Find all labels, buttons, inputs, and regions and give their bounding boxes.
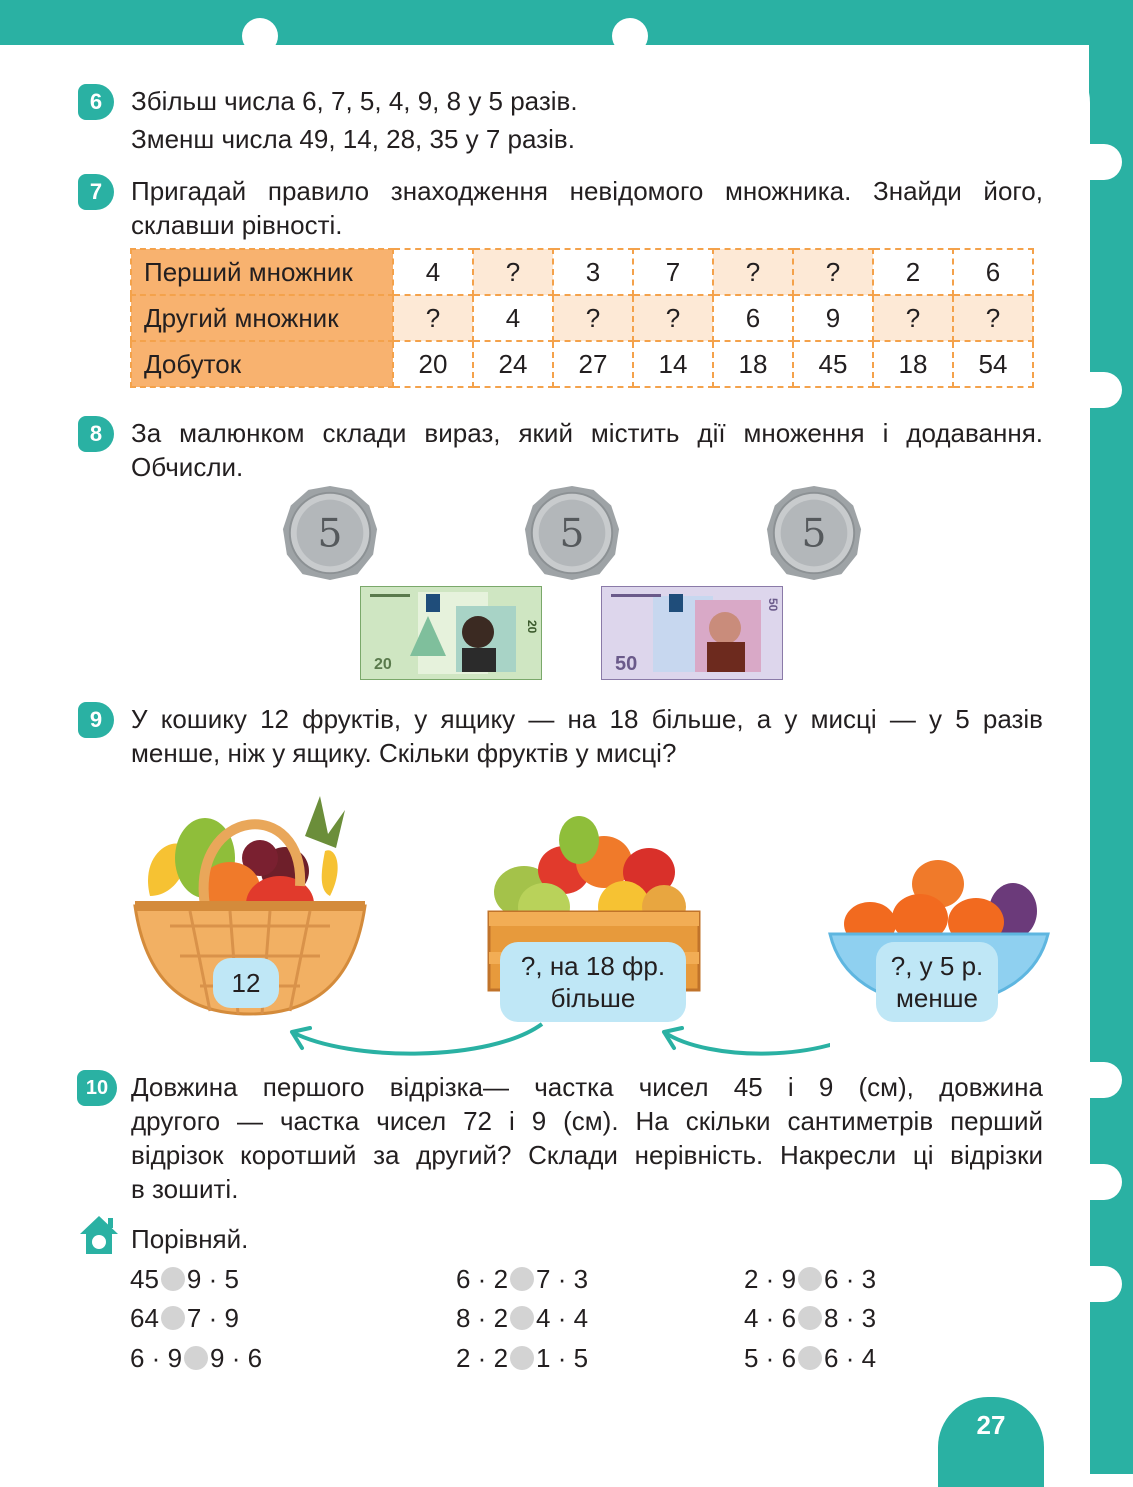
exercise-number-9: 9 <box>78 702 114 738</box>
table-cell: 9 <box>793 295 873 341</box>
row-label: Добуток <box>131 341 393 387</box>
comparison-item <box>130 1264 239 1294</box>
row-label: Другий множник <box>131 295 393 341</box>
banknote-value: 50 <box>766 598 780 612</box>
table-cell: ? <box>473 249 553 295</box>
page-number: 27 <box>938 1397 1044 1487</box>
table-cell: 3 <box>553 249 633 295</box>
binder-tab <box>1072 144 1122 180</box>
table-cell: 4 <box>393 249 473 295</box>
table-cell: 2 <box>873 249 953 295</box>
comparison-circle[interactable] <box>184 1346 208 1370</box>
comparison-right: 4 · 4 <box>536 1303 589 1333</box>
bowl-label-line-2: менше <box>895 983 978 1013</box>
comparison-item <box>744 1303 876 1333</box>
comparison-item <box>456 1343 588 1373</box>
comparison-left: 45 <box>130 1264 159 1294</box>
table-cell: ? <box>793 249 873 295</box>
exercise-9-text: У кошику 12 фруктів, у ящику — на 18 більше, а у мисці — у 5 разів менше, ніж у ящику. Скільки фруктів у мисці? <box>131 704 1043 768</box>
table-cell: 27 <box>553 341 633 387</box>
comparison-left: 2 · 2 <box>456 1343 509 1373</box>
table-cell: 4 <box>473 295 553 341</box>
exercise-7-text: Пригадай правило знаходження невідомого множника. Знайди його, склавши рівності. <box>131 176 1043 240</box>
comparison-item <box>456 1264 588 1294</box>
coin-value: 5 <box>559 511 585 557</box>
comparison-left: 6 · 9 <box>130 1343 183 1373</box>
table-row-first-factor <box>131 249 1033 295</box>
comparison-circle[interactable] <box>798 1267 822 1291</box>
exercise-6-line-1: Збільш числа 6, 7, 5, 4, 9, 8 у 5 разів. <box>131 86 578 116</box>
right-border <box>1089 0 1133 1474</box>
home-icon <box>78 1214 120 1256</box>
comparison-left: 4 · 6 <box>744 1303 797 1333</box>
coin-5-hryvnia-icon <box>523 484 621 582</box>
exercise-number-7: 7 <box>78 174 114 210</box>
binder-tab <box>612 18 648 54</box>
table-cell: ? <box>953 295 1033 341</box>
exercise-number-6: 6 <box>78 84 114 120</box>
exercise-6-line-2: Зменш числа 49, 14, 28, 35 у 7 разів. <box>131 124 575 154</box>
table-cell: 7 <box>633 249 713 295</box>
coin-value: 5 <box>801 511 827 557</box>
coin-value: 5 <box>317 511 343 557</box>
exercise-number-10: 10 <box>77 1070 117 1106</box>
comparison-circle[interactable] <box>510 1306 534 1330</box>
comparison-right: 6 · 3 <box>824 1264 877 1294</box>
exercise-number-8: 8 <box>78 416 114 452</box>
banknote-20-icon <box>360 586 542 680</box>
top-border <box>0 0 1133 45</box>
table-cell: ? <box>633 295 713 341</box>
table-cell: ? <box>713 249 793 295</box>
binder-tab <box>1072 1164 1122 1200</box>
relation-arrows <box>270 1010 830 1070</box>
binder-tab <box>1072 372 1122 408</box>
comparison-left: 2 · 9 <box>744 1264 797 1294</box>
comparison-item <box>130 1303 239 1333</box>
comparison-right: 9 · 6 <box>210 1343 263 1373</box>
table-cell: 54 <box>953 341 1033 387</box>
table-cell: ? <box>873 295 953 341</box>
comparison-left: 5 · 6 <box>744 1343 797 1373</box>
binder-tab <box>242 18 278 54</box>
comparison-right: 7 · 9 <box>186 1303 239 1333</box>
exercise-10-line-2: другого — частка чисел 72 і 9 (см). На скільки сантиметрів перший <box>131 1106 1043 1136</box>
table-cell: 6 <box>713 295 793 341</box>
crate-label-line-1: ?, на 18 фр. <box>520 951 666 981</box>
banknote-50-icon <box>601 586 783 680</box>
comparison-left: 6 · 2 <box>456 1264 509 1294</box>
table-cell: 45 <box>793 341 873 387</box>
comparison-right: 1 · 5 <box>536 1343 589 1373</box>
comparison-item <box>130 1343 262 1373</box>
comparison-circle[interactable] <box>161 1267 185 1291</box>
basket-count-label: 12 <box>213 958 279 1008</box>
comparison-right: 8 · 3 <box>824 1303 877 1333</box>
multiplication-table <box>130 248 1034 388</box>
banknote-value: 50 <box>615 653 638 675</box>
binder-tab <box>1072 1062 1122 1098</box>
coin-5-hryvnia-icon <box>281 484 379 582</box>
banknote-value: 20 <box>374 656 392 673</box>
exercise-10-line-3: відрізок коротший за другий? Склади нерівність. Накресли ці відрізки <box>131 1140 1043 1170</box>
table-row-product <box>131 341 1033 387</box>
exercise-10-line-4: в зошиті. <box>131 1174 239 1204</box>
comparison-item <box>456 1303 588 1333</box>
coin-5-hryvnia-icon <box>765 484 863 582</box>
table-cell: 14 <box>633 341 713 387</box>
table-cell: 6 <box>953 249 1033 295</box>
comparison-left: 64 <box>130 1303 159 1333</box>
comparison-right: 6 · 4 <box>824 1343 877 1373</box>
table-row-second-factor <box>131 295 1033 341</box>
binder-tab <box>1072 1266 1122 1302</box>
comparison-left: 8 · 2 <box>456 1303 509 1333</box>
row-label: Перший множник <box>131 249 393 295</box>
comparison-circle[interactable] <box>161 1306 185 1330</box>
table-cell: 20 <box>393 341 473 387</box>
comparison-circle[interactable] <box>510 1346 534 1370</box>
exercise-6-text <box>131 84 1043 156</box>
comparison-right: 7 · 3 <box>536 1264 589 1294</box>
table-cell: 24 <box>473 341 553 387</box>
exercise-10-line-1: Довжина першого відрізка— частка чисел 45 і 9 (см), довжина <box>131 1072 1043 1102</box>
table-cell: ? <box>553 295 633 341</box>
comparison-item <box>744 1343 876 1373</box>
comparison-circle[interactable] <box>798 1346 822 1370</box>
table-cell: 18 <box>713 341 793 387</box>
homework-title: Порівняй. <box>131 1224 249 1254</box>
exercise-8-text: За малюнком склади вираз, який містить дії множення і додавання. Обчисли. <box>131 418 1043 482</box>
comparison-right: 9 · 5 <box>186 1264 239 1294</box>
bowl-count-label <box>876 942 998 1022</box>
bowl-label-line-1: ?, у 5 р. <box>890 951 984 981</box>
crate-label-line-2: більше <box>550 983 636 1013</box>
comparison-item <box>744 1264 876 1294</box>
comparison-circle[interactable] <box>798 1306 822 1330</box>
table-cell: 18 <box>873 341 953 387</box>
exercise-10-text <box>131 1070 1043 1206</box>
comparison-circle[interactable] <box>510 1267 534 1291</box>
banknote-value: 20 <box>525 620 539 634</box>
table-cell: ? <box>393 295 473 341</box>
